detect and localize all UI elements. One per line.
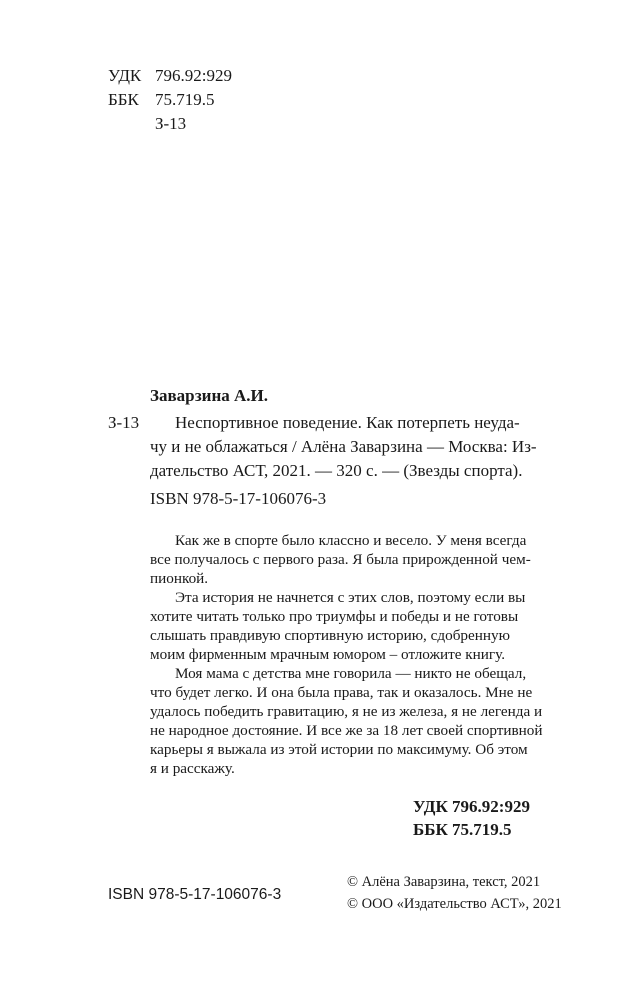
description-line: Неспортивное поведение. Как потерпеть неуда- (175, 413, 520, 432)
isbn-record: ISBN 978-5-17-106076-3 (150, 489, 327, 508)
isbn-footer: ISBN 978-5-17-106076-3 (108, 886, 282, 903)
copyright-author: © Алёна Заварзина, текст, 2021 (347, 874, 541, 890)
annotation-line: моим фирменным мрачным юмором – отложите книгу. (150, 646, 506, 663)
annotation-line: что будет легко. И она была права, так и оказалось. Мне не (150, 684, 533, 701)
annotation-line: не народное достояние. И все же за 18 лет своей спортивной (150, 722, 543, 739)
annotation-line: хотите читать только про триумфы и победы и не готовы (150, 608, 519, 625)
author-mark: З-13 (108, 413, 140, 432)
bbk-bold: ББК 75.719.5 (413, 820, 512, 839)
copyright-publisher: © ООО «Издательство АСТ», 2021 (347, 896, 562, 912)
annotation-line: карьеры я выжала из этой истории по максимуму. Об этом (150, 741, 528, 758)
annotation-line: слышать правдивую спортивную историю, сдобренную (150, 627, 510, 644)
annotation-line: Моя мама с детства мне говорила — никто не обещал, (175, 665, 527, 682)
udk-row (108, 66, 232, 86)
annotation-line: все получалось с первого раза. Я была прирожденной чем- (150, 551, 531, 568)
annotation-line: пионкой. (150, 570, 209, 587)
bbk-value: 75.719.5 (155, 90, 215, 109)
udk-bold: УДК 796.92:929 (413, 797, 530, 816)
annotation-line: Эта история не начнется с этих слов, поэтому если вы (175, 589, 526, 606)
udk-label: УДК (108, 66, 142, 85)
udk-value: 796.92:929 (155, 66, 232, 85)
annotation-line: удалось победить гравитацию, я не из железа, я не легенда и (150, 703, 543, 720)
bbk-row (108, 90, 215, 110)
annotation-line: я и расскажу. (150, 760, 235, 777)
author-heading: Заварзина А.И. (150, 386, 268, 405)
annotation-line: Как же в спорте было классно и весело. У меня всегда (175, 532, 527, 549)
author-mark-top: З-13 (155, 114, 187, 133)
description-line: дательство АСТ, 2021. — 320 с. — (Звезды спорта). (150, 461, 523, 480)
description-line: чу и не облажаться / Алёна Заварзина — Москва: Из- (150, 437, 537, 456)
bbk-label: ББК (108, 90, 139, 109)
